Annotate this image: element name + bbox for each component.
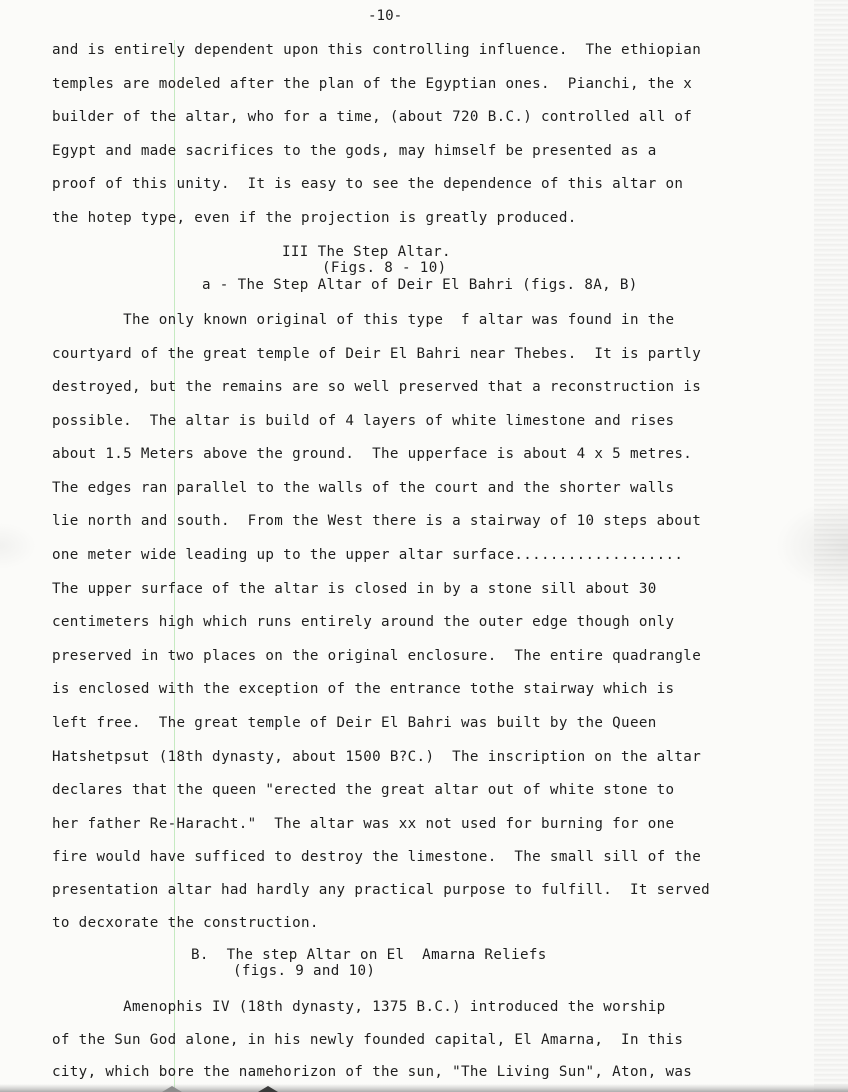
paragraph-2-line: is enclosed with the exception of the entrance tothe stairway which is xyxy=(52,681,675,697)
paragraph-2-line: declares that the queen "erected the great altar out of white stone to xyxy=(52,782,675,798)
page-number: -10- xyxy=(368,8,403,24)
paragraph-2-line: centimeters high which runs entirely around the outer edge though only xyxy=(52,614,675,630)
paragraph-1-line: temples are modeled after the plan of the Egyptian ones. Pianchi, the x xyxy=(52,76,693,92)
paragraph-2-line: Hatshetpsut (18th dynasty, about 1500 B?C.) The inscription on the altar xyxy=(52,749,702,765)
paragraph-2-line: fire would have sufficed to destroy the limestone. The small sill of the xyxy=(52,849,702,865)
section-heading-title: III The Step Altar. xyxy=(282,244,451,260)
paragraph-2-line: preserved in two places on the original enclosure. The entire quadrangle xyxy=(52,648,702,664)
paragraph-2-line: The only known original of this type f altar was found in the xyxy=(52,312,675,328)
body-text xyxy=(52,0,812,1092)
paragraph-2-line: destroyed, but the remains are so well preserved that a reconstruction is xyxy=(52,379,702,395)
paragraph-1-line: builder of the altar, who for a time, (about 720 B.C.) controlled all of xyxy=(52,109,693,125)
subsection-b-title: B. The step Altar on El Amarna Reliefs xyxy=(191,947,547,963)
paragraph-1-line: and is entirely dependent upon this controlling influence. The ethiopian xyxy=(52,42,702,58)
section-heading-figs: (Figs. 8 - 10) xyxy=(322,260,447,276)
paragraph-2-line: about 1.5 Meters above the ground. The upperface is about 4 x 5 metres. xyxy=(52,446,693,462)
subsection-a-heading: a - The Step Altar of Deir El Bahri (figs. 8A, B) xyxy=(202,277,638,293)
paragraph-2-line: to decxorate the construction. xyxy=(52,915,319,931)
paragraph-2-line: presentation altar had hardly any practical purpose to fulfill. It served xyxy=(52,882,710,898)
paragraph-2-line: lie north and south. From the West there is a stairway of 10 steps about xyxy=(52,513,702,529)
subsection-b-figs: (figs. 9 and 10) xyxy=(233,963,376,979)
paper-edge-shadow xyxy=(814,0,848,1092)
paragraph-2-line: left free. The great temple of Deir El Bahri was built by the Queen xyxy=(52,715,657,731)
paragraph-2-line: The edges ran parallel to the walls of the court and the shorter walls xyxy=(52,480,675,496)
paragraph-3-line: city, which bore the namehorizon of the sun, "The Living Sun", Aton, was xyxy=(52,1064,693,1080)
paragraph-1-line: Egypt and made sacrifices to the gods, may himself be presented as a xyxy=(52,143,657,159)
paragraph-1-line: proof of this unity. It is easy to see the dependence of this altar on xyxy=(52,176,684,192)
paragraph-2-line: courtyard of the great temple of Deir El Bahri near Thebes. It is partly xyxy=(52,346,702,362)
paragraph-2-line: possible. The altar is build of 4 layers of white limestone and rises xyxy=(52,413,675,429)
paragraph-2-line: her father Re-Haracht." The altar was xx not used for burning for one xyxy=(52,816,675,832)
paragraph-1-line: the hotep type, even if the projection is greatly produced. xyxy=(52,210,577,226)
paragraph-2-line: one meter wide leading up to the upper altar surface................... xyxy=(52,547,684,563)
paragraph-3-line: of the Sun God alone, in his newly founded capital, El Amarna, In this xyxy=(52,1032,684,1048)
paragraph-2-line: The upper surface of the altar is closed in by a stone sill about 30 xyxy=(52,581,657,597)
paragraph-3-line: Amenophis IV (18th dynasty, 1375 B.C.) introduced the worship xyxy=(52,999,666,1015)
